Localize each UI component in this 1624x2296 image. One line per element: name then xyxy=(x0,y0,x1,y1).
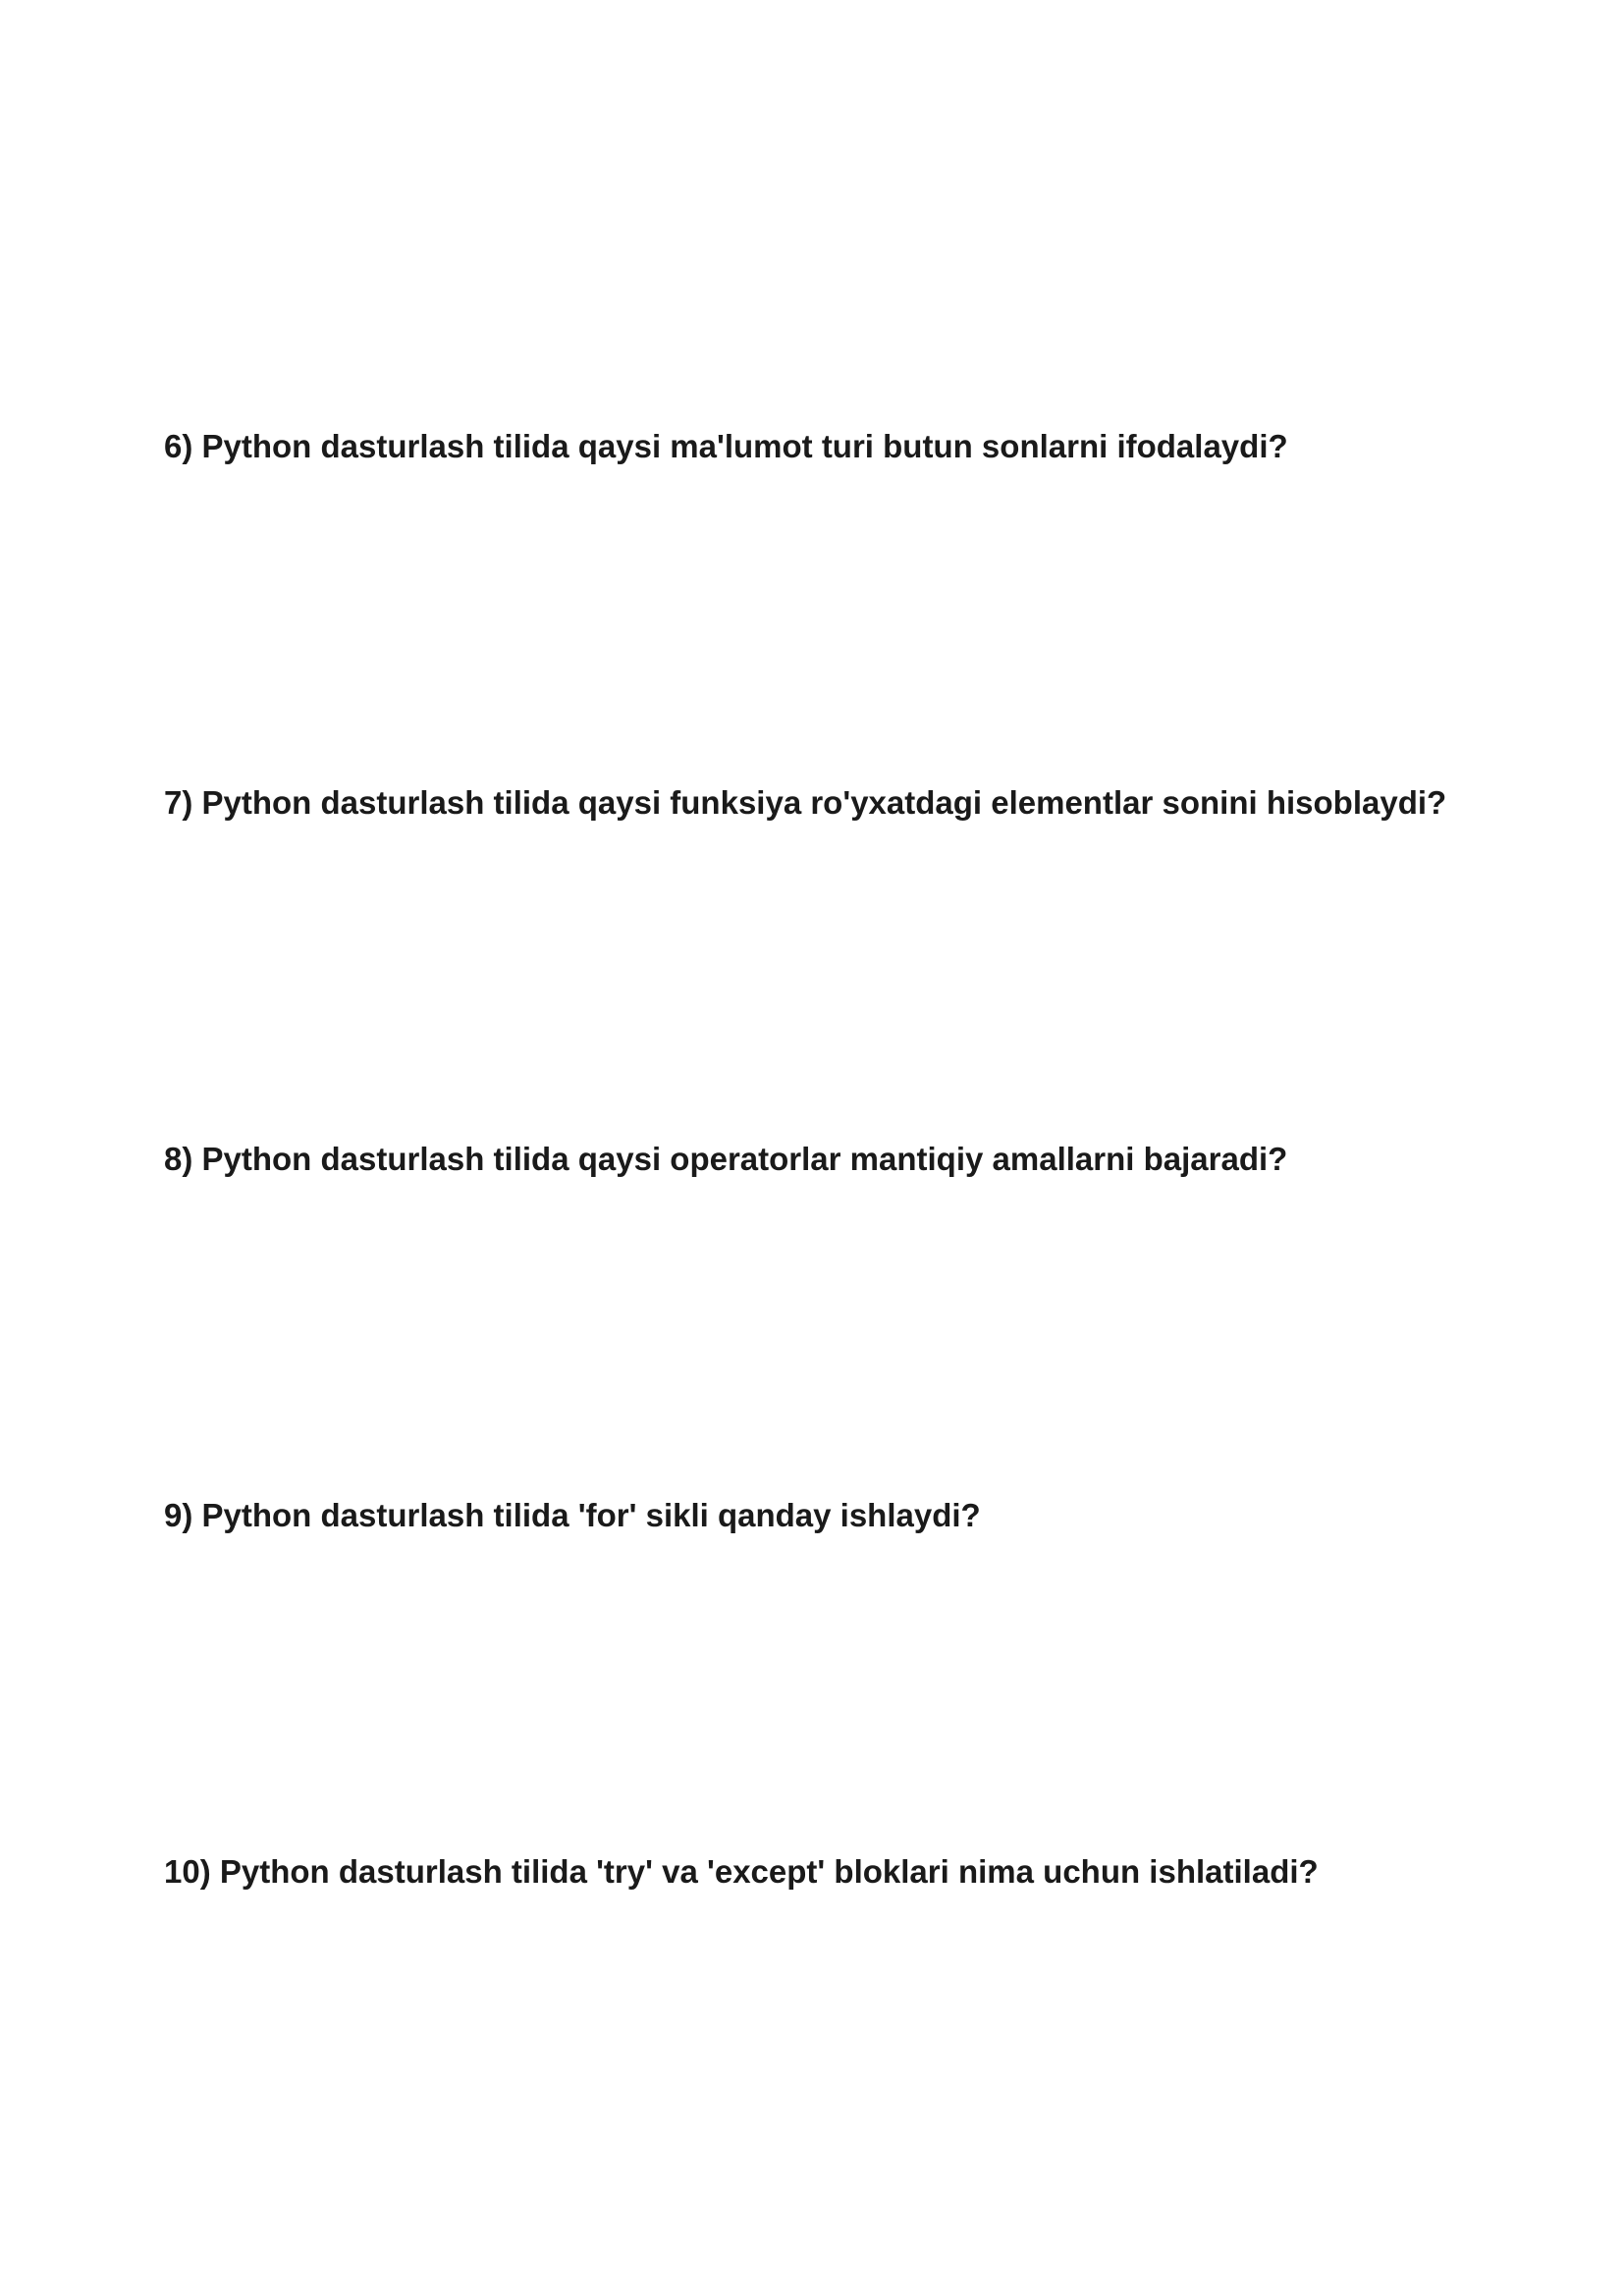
question-10: 10) Python dasturlash tilida 'try' va 'except' bloklari nima uchun ishlatiladi? xyxy=(164,1853,1319,1890)
question-8: 8) Python dasturlash tilida qaysi operatorlar mantiqiy amallarni bajaradi? xyxy=(164,1141,1288,1177)
question-7: 7) Python dasturlash tilida qaysi funksiya ro'yxatdagi elementlar sonini hisoblaydi? xyxy=(164,784,1447,821)
question-6: 6) Python dasturlash tilida qaysi ma'lumot turi butun sonlarni ifodalaydi? xyxy=(164,428,1288,464)
question-9: 9) Python dasturlash tilida 'for' sikli qanday ishlaydi? xyxy=(164,1497,981,1533)
